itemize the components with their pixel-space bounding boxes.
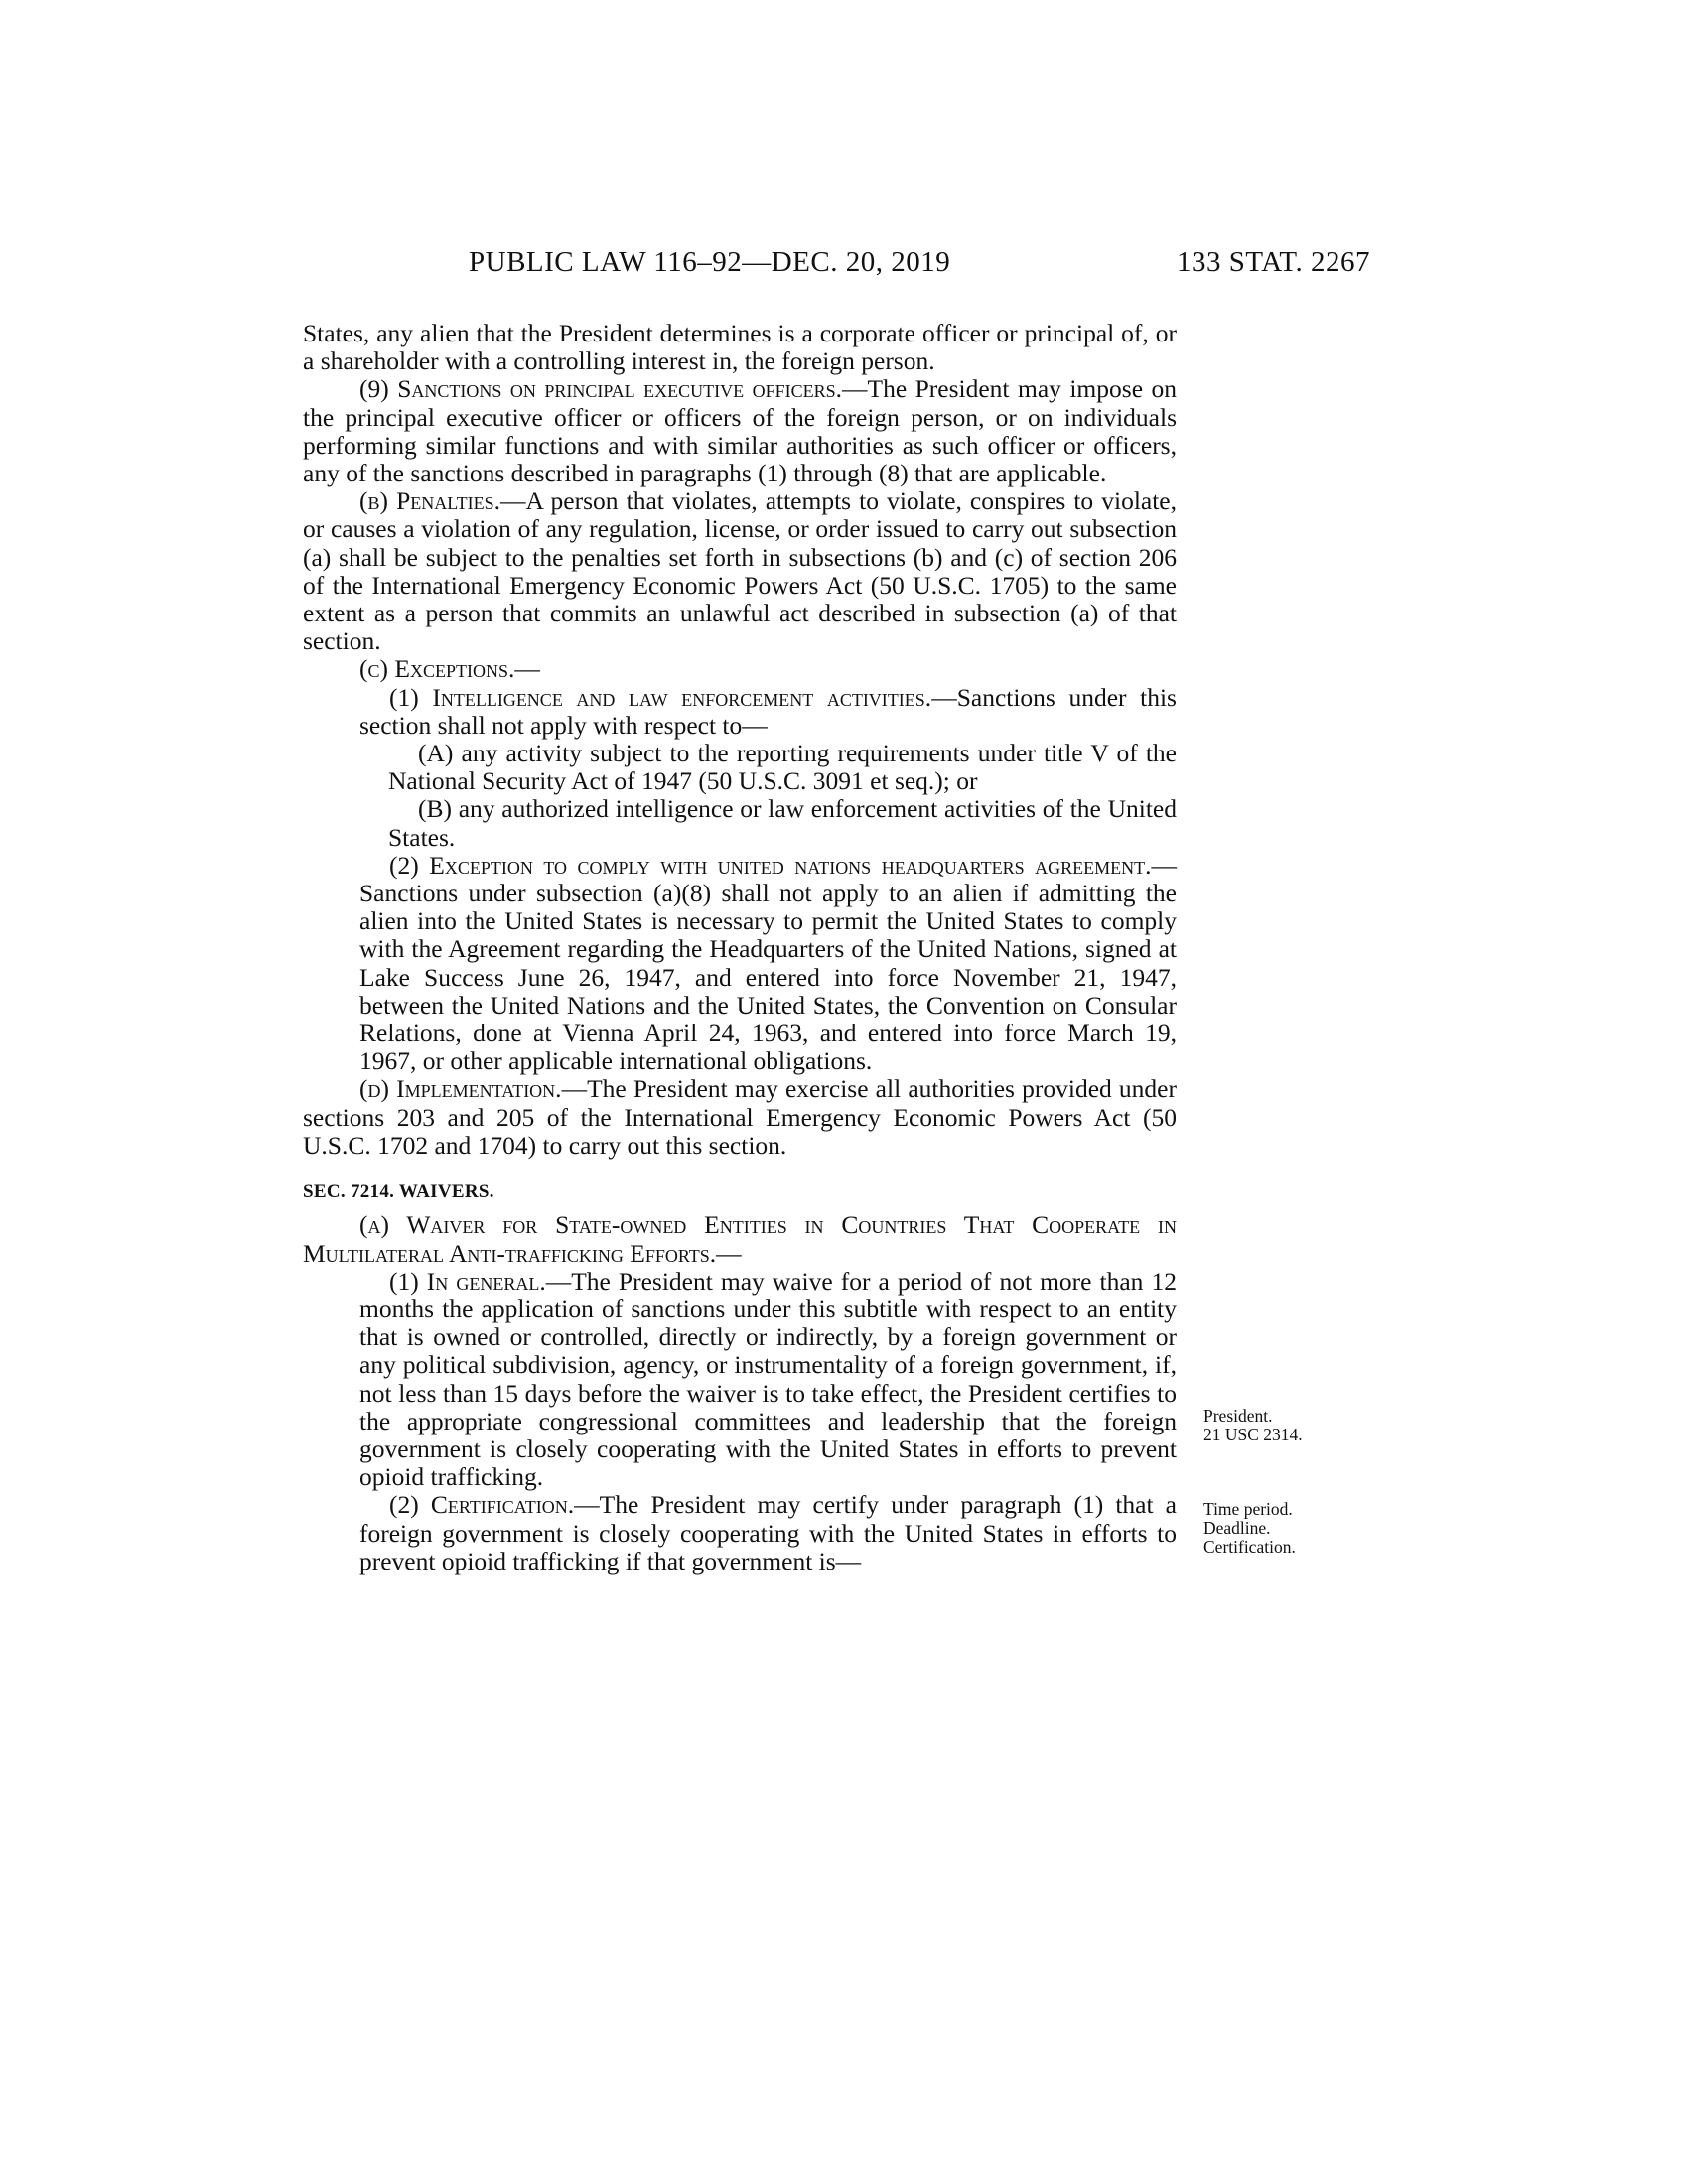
margin-note-president [1203, 1407, 1303, 1444]
para-c-1-B [303, 795, 1177, 851]
para-heading: (2) Exception to comply with united nations headquarters agreement. [389, 850, 1152, 880]
para-text: —Sanctions under subsection (a)(8) shall not apply to an alien if admitting the alien into the United States is necessary to permit the United States to comply with the Agreement regarding the Headquarters of the United Nations, signed at Lake Success June 26, 1947, and entered into force November 21, 1947, between the United Nations and the United States, the Convention on Consular Relations, done at Vienna April 24, 1963, and entered into force March 19, 1967, or other applicable international obligations. [359, 850, 1177, 1076]
para-heading: (b) Penalties. [359, 486, 500, 516]
para-text: — [514, 654, 540, 684]
para-text: —Sanctions under this section shall not apply with respect to— [359, 682, 1177, 740]
para-heading: (2) Certification. [389, 1490, 575, 1520]
para-heading: (1) In general. [389, 1266, 546, 1296]
para-heading: (9) Sanctions on principal executive officers. [359, 374, 842, 404]
para-a-waiver [303, 1211, 1177, 1267]
para-text: —The President may exercise all authorities provided under sections 203 and 205 of the International Emergency Economic Powers Act (50 U.S.C. 1702 and 1704) to carry out this section. [303, 1074, 1177, 1160]
para-c-1-A [303, 740, 1177, 795]
para-heading: (1) Intelligence and law enforcement activities. [389, 682, 932, 712]
margin-note-line: 21 USC 2314. [1203, 1425, 1303, 1444]
statute-page: 133 STAT. 2267 [1176, 246, 1370, 278]
para-heading: (c) Exceptions. [359, 654, 515, 684]
para-text: —The President may impose on the principal executive officer or officers of the foreign person, or on individuals performing similar functions and with similar authorities as such officer or officers, any of the sanctions described in paragraphs (1) through (8) that are applicable. [303, 374, 1177, 488]
para-text: —The President may waive for a period of not more than 12 months the application of sanctions under this subtitle with respect to an entity that is owned or controlled, directly or indirectly, by a foreign government or any political subdivision, agency, or instrumentality of a foreign government, if, not less than 15 days before the waiver is to take effect, the President certifies to the appropriate congressional committees and leadership that the foreign government is closely cooperating with the United States in efforts to prevent opioid trafficking. [359, 1266, 1177, 1492]
margin-note-line: Certification. [1203, 1537, 1296, 1557]
margin-note-line: Deadline. [1203, 1518, 1271, 1538]
para-a-1 [303, 1268, 1177, 1492]
margin-note-line: President. [1203, 1406, 1273, 1426]
para-heading: (d) Implementation. [359, 1074, 562, 1104]
para-c-2 [303, 852, 1177, 1076]
law-text [303, 320, 1177, 1575]
law-title: PUBLIC LAW 116–92—DEC. 20, 2019 [469, 246, 951, 278]
para-text: —A person that violates, attempts to violate, conspires to violate, or causes a violation of any regulation, license, or order issued to carry out subsection (a) shall be subject to the penalties set forth in subsections (b) and (c) of section 206 of the International Emergency Economic Powers Act (50 U.S.C. 1705) to the same extent as a person that commits an unlawful act described in subsection (a) of that section. [303, 486, 1177, 656]
margin-note-time-period [1203, 1500, 1296, 1557]
para-c-1 [303, 684, 1177, 740]
para-a-2 [303, 1491, 1177, 1575]
para-text: — [716, 1238, 742, 1268]
para-c-exceptions [303, 655, 1177, 683]
para-9 [303, 375, 1177, 487]
para-b-penalties [303, 487, 1177, 655]
margin-note-line: Time period. [1203, 1499, 1293, 1519]
para-text: —The President may certify under paragraph (1) that a foreign government is closely cooperating with the United States in efforts to prevent opioid trafficking if that government is— [359, 1490, 1178, 1575]
para-d-implementation [303, 1075, 1177, 1160]
section-heading: SEC. 7214. WAIVERS. [303, 1181, 494, 1203]
para-heading: (a) Waiver for State-owned Entities in Countries That Cooperate in Multilateral Anti-trafficking Efforts. [303, 1210, 1177, 1268]
para-text: (A) any activity subject to the reporting requirements under title V of the National Security Act of 1947 (50 U.S.C. 3091 et seq.); or [388, 739, 1177, 796]
para-text: States, any alien that the President determines is a corporate officer or principal of, or a shareholder with a controlling interest in, the foreign person. [303, 319, 1177, 376]
para-text: (B) any authorized intelligence or law enforcement activities of the United States. [388, 794, 1177, 852]
para-continuation [303, 320, 1177, 375]
page-header [469, 246, 1370, 286]
